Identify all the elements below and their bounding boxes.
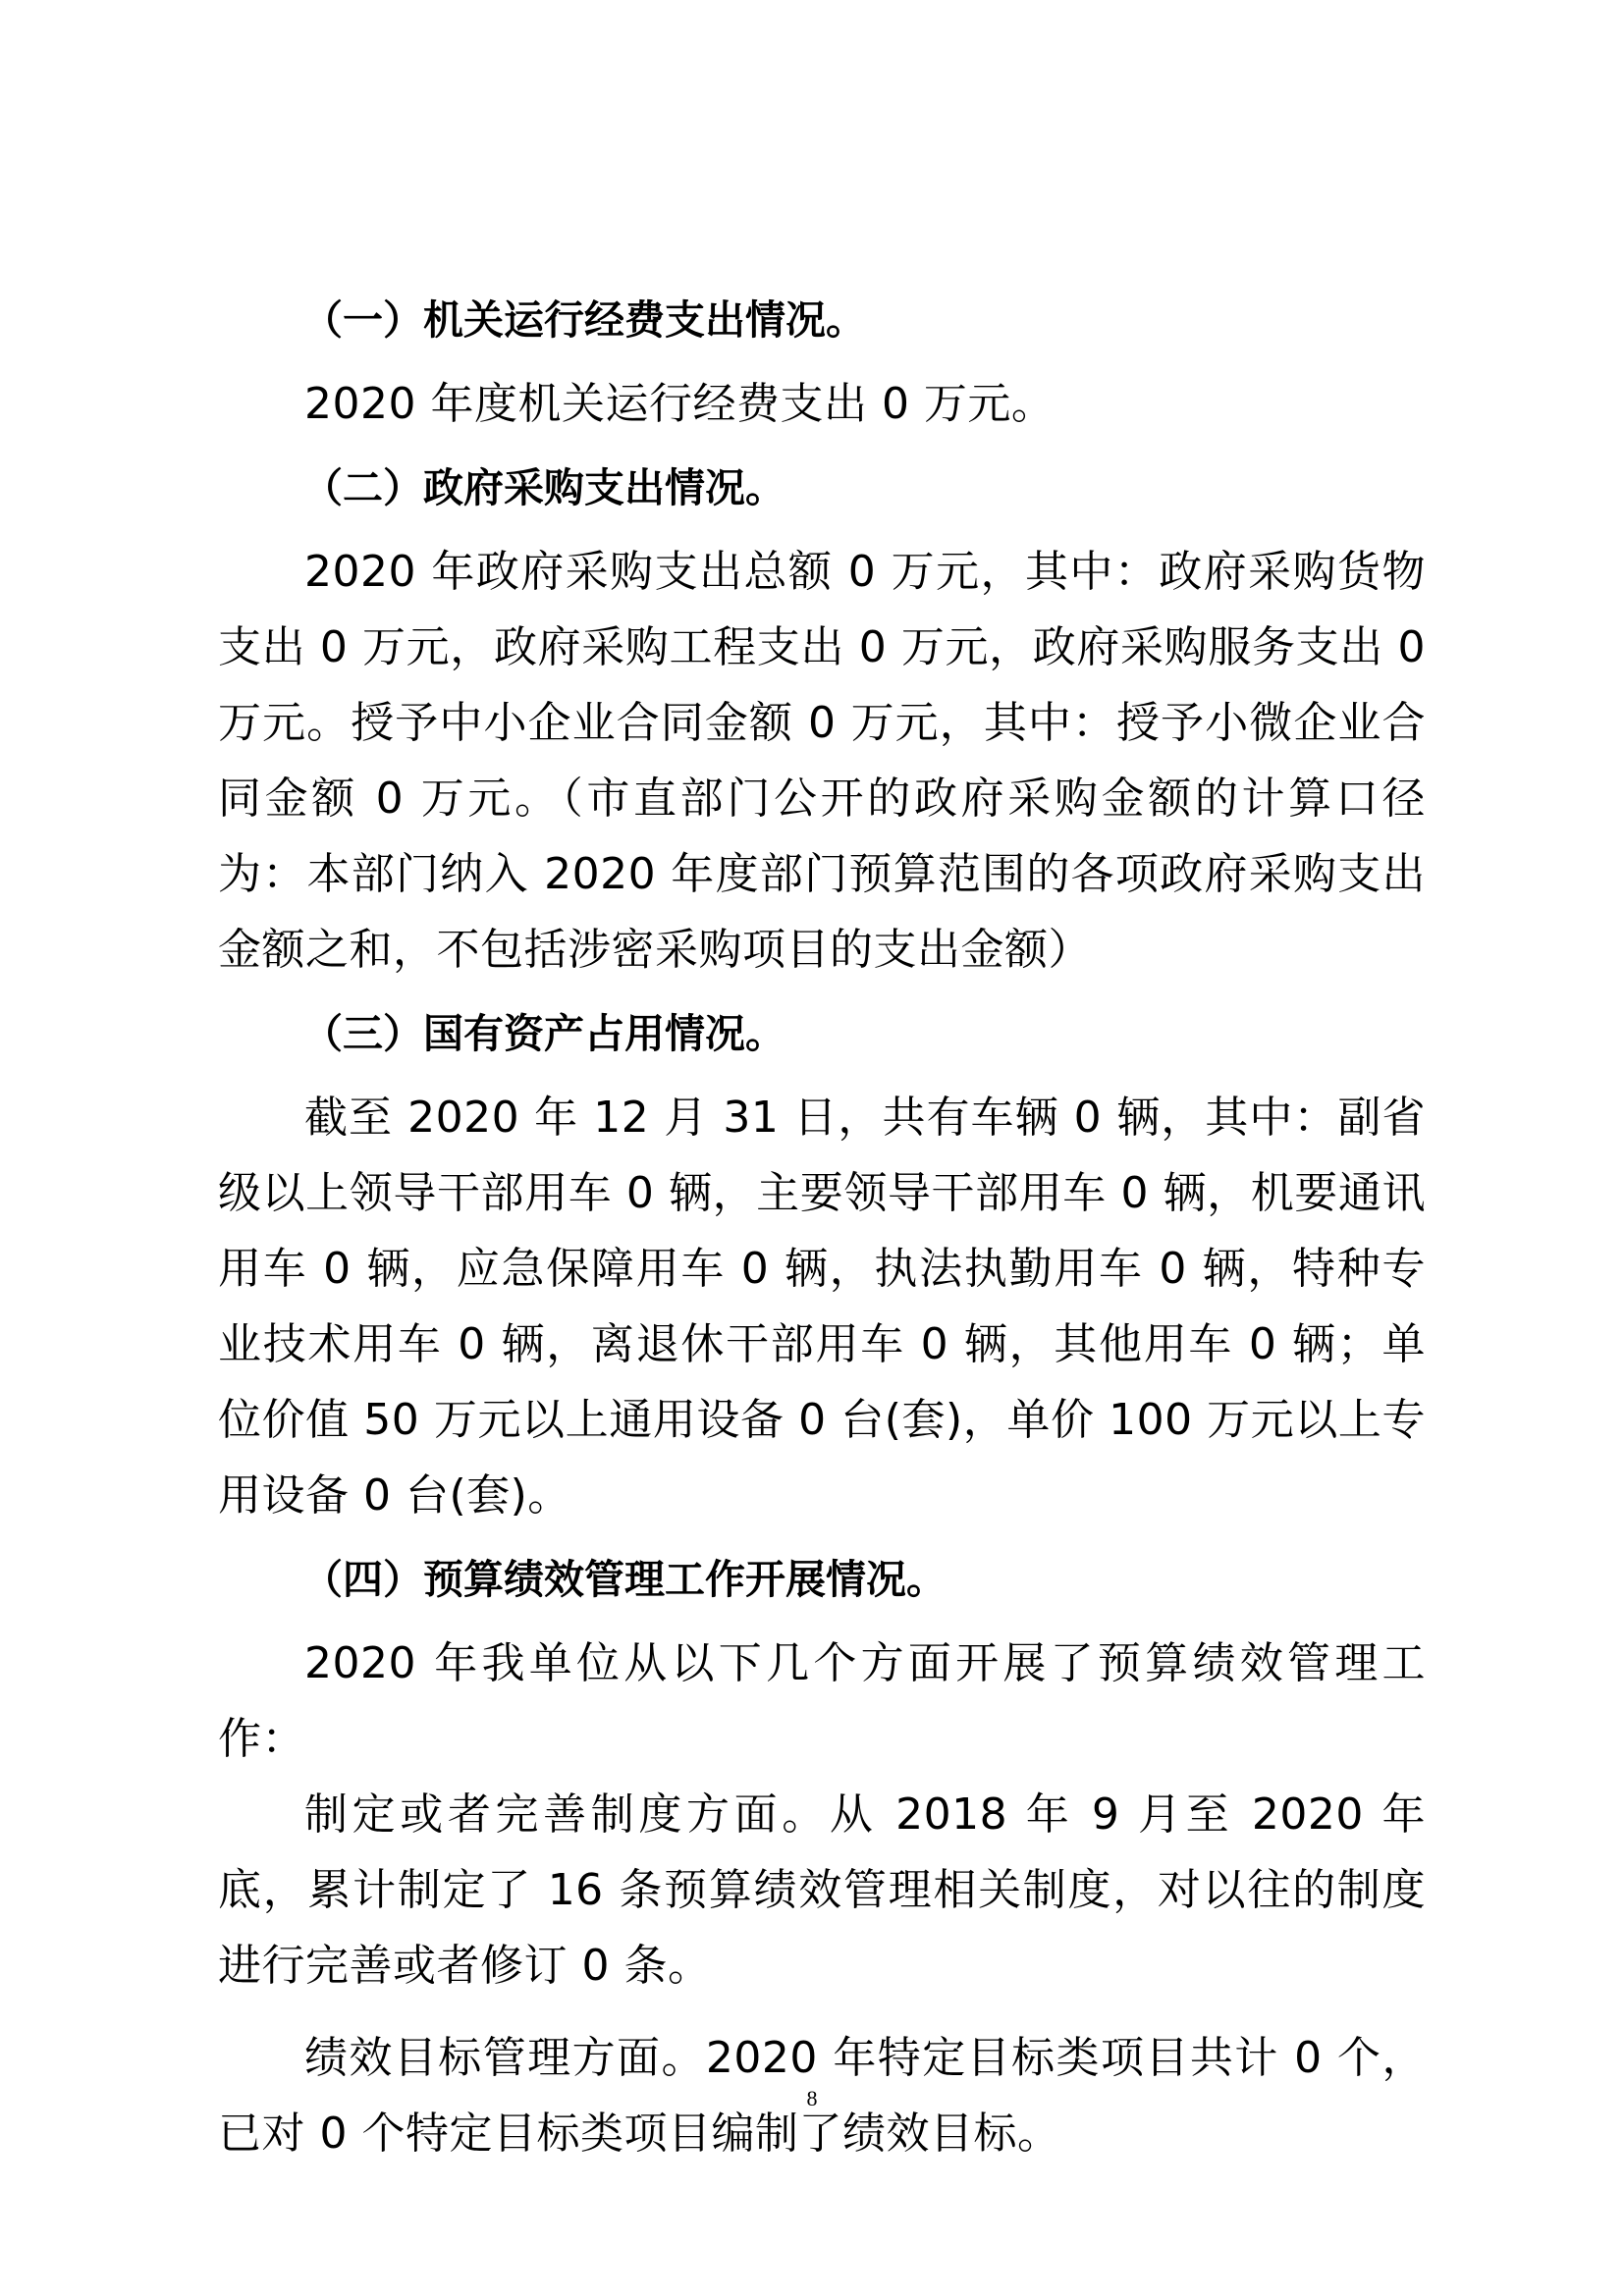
section-heading-3: （三）国有资产占用情况。 (302, 1010, 785, 1057)
section-heading-1: （一）机关运行经费支出情况。 (302, 296, 866, 344)
page-number: 8 (806, 2086, 818, 2110)
section-4-paragraph-intro: 2020 年我单位从以下几个方面开展了预算绩效管理工作： (218, 1638, 1426, 1764)
section-4-paragraph-targets: 绩效目标管理方面。2020 年特定目标类项目共计 0 个，已对 0 个特定目标类项目编制了绩效目标。 (218, 2033, 1426, 2159)
section-2-paragraph: 2020 年政府采购支出总额 0 万元，其中：政府采购货物支出 0 万元，政府采购工程支出 0 万元，政府采购服务支出 0 万元。授予中小企业合同金额 0 万元，其中：授予小微企业合同金额 0 万元。（市直部门公开的政府采购金额的计算口径为：本部门纳入 2020 年度部门预算范围的各项政府采购支出金额之和，不包括涉密采购项目的支出金额） (218, 547, 1426, 975)
section-heading-2: （二）政府采购支出情况。 (302, 464, 785, 511)
section-1-paragraph: 2020 年度机关运行经费支出 0 万元。 (304, 379, 1056, 429)
section-3-paragraph: 截至 2020 年 12 月 31 日，共有车辆 0 辆，其中：副省级以上领导干部用车 0 辆，主要领导干部用车 0 辆，机要通讯用车 0 辆，应急保障用车 0 辆，执法执勤用车 0 辆，特种专业技术用车 0 辆，离退休干部用车 0 辆，其他用车 0 辆；单位价值 50 万元以上通用设备 0 台(套)，单价 100 万元以上专用设备 0 台(套)。 (218, 1093, 1426, 1521)
document-body (218, 291, 1426, 2171)
section-4-paragraph-institutions: 制定或者完善制度方面。从 2018 年 9 月至 2020 年底，累计制定了 16 条预算绩效管理相关制度，对以往的制度进行完善或者修订 0 条。 (218, 1789, 1426, 1991)
section-heading-4: （四）预算绩效管理工作开展情况。 (302, 1556, 947, 1603)
